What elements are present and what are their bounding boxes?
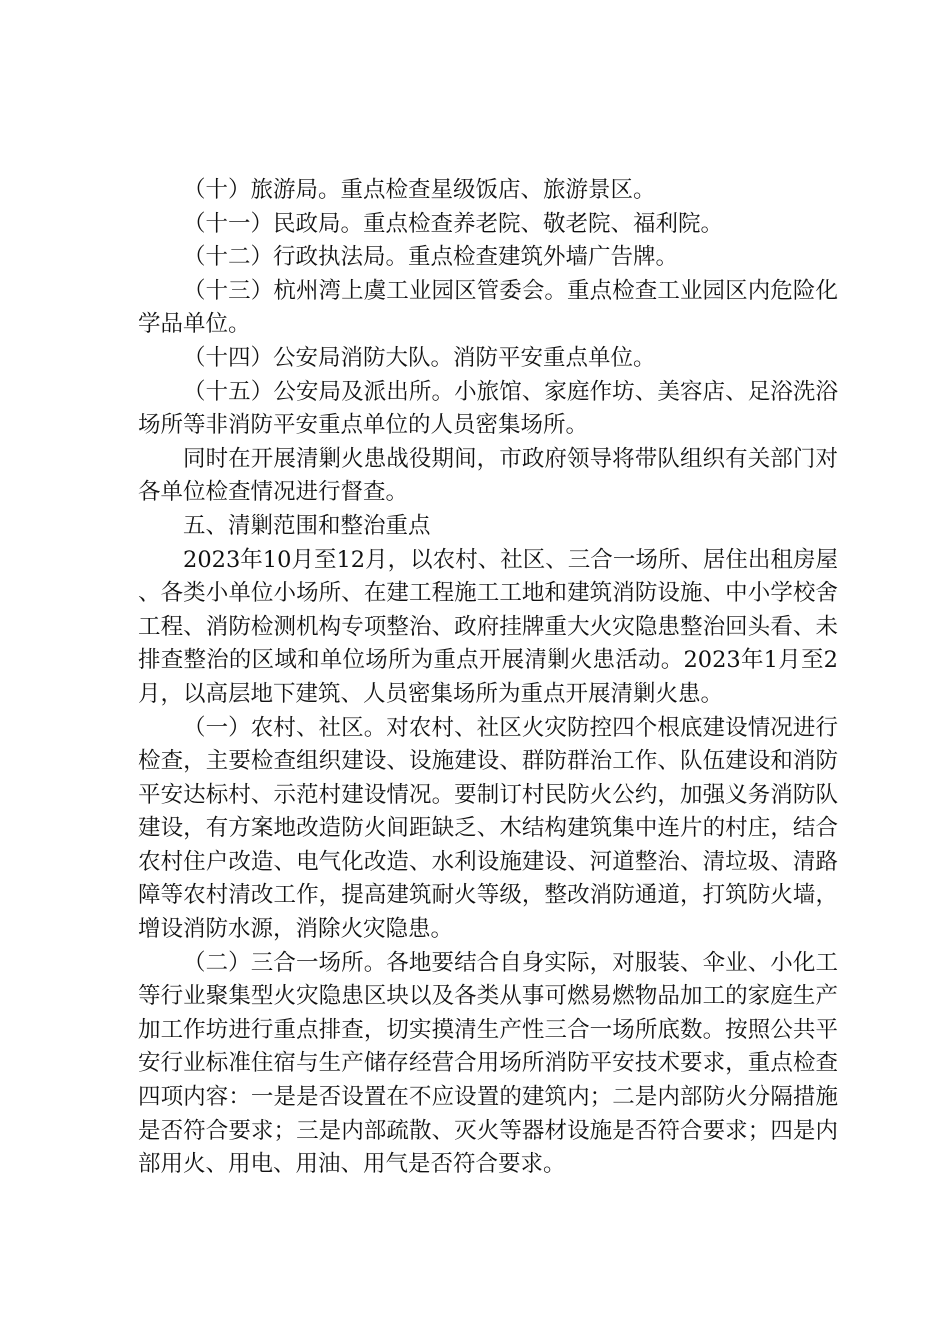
paragraph-fire-brigade: （十四）公安局消防大队。消防平安重点单位。 — [183, 344, 656, 371]
section-heading-scope: 五、清剿范围和整治重点 — [183, 512, 431, 539]
paragraph-government-supervision: 同时在开展清剿火患战役期间，市政府领导将带队组织有关部门对各单位检查情况进行督查。 — [138, 445, 838, 506]
paragraph-law-enforcement-bureau: （十二）行政执法局。重点检查建筑外墙广告牌。 — [183, 244, 679, 271]
paragraph-police-stations: （十五）公安局及派出所。小旅馆、家庭作坊、美容店、足浴洗浴场所等非消防平安重点单位的人员密集场所。 — [138, 378, 838, 439]
paragraph-schedule: 2023年10月至12月，以农村、社区、三合一场所、居住出租房屋、各类小单位小场所、在建工程施工工地和建筑消防设施、中小学校舍工程、消防检测机构专项整治、政府挂牌重大火灾隐患整治回头看、未排查整治的区域和单位场所为重点开展清剿火患活动。2023年1月至2月，以高层地下建筑、人员密集场所为重点开展清剿火患。 — [138, 546, 838, 707]
document-body — [138, 174, 838, 1182]
paragraph-civil-affairs-bureau: （十一）民政局。重点检查养老院、敬老院、福利院。 — [183, 210, 724, 237]
paragraph-three-in-one: （二）三合一场所。各地要结合自身实际，对服装、伞业、小化工等行业聚集型火灾隐患区块以及各类从事可燃易燃物品加工的家庭生产加工作坊进行重点排查，切实摸清生产性三合一场所底数。按照公共平安行业标准住宿与生产储存经营合用场所消防平安技术要求，重点检查四项内容：一是是否设置在不应设置的建筑内；二是内部防火分隔措施是否符合要求；三是内部疏散、灭火等器材设施是否符合要求；四是内部用火、用电、用油、用气是否符合要求。 — [138, 949, 838, 1178]
paragraph-rural-community: （一）农村、社区。对农村、社区火灾防控四个根底建设情况进行检查，主要检查组织建设、设施建设、群防群治工作、队伍建设和消防平安达标村、示范村建设情况。要制订村民防火公约，加强义务消防队建设，有方案地改造防火间距缺乏、木结构建筑集中连片的村庄，结合农村住户改造、电气化改造、水利设施建设、河道整治、清垃圾、清路障等农村清改工作，提高建筑耐火等级，整改消防通道，打筑防火墙，增设消防水源，消除火灾隐患。 — [138, 714, 838, 943]
paragraph-tourism-bureau: （十）旅游局。重点检查星级饭店、旅游景区。 — [183, 177, 656, 203]
paragraph-industrial-park-committee: （十三）杭州湾上虞工业园区管委会。重点检查工业园区内危险化学品单位。 — [138, 277, 838, 338]
